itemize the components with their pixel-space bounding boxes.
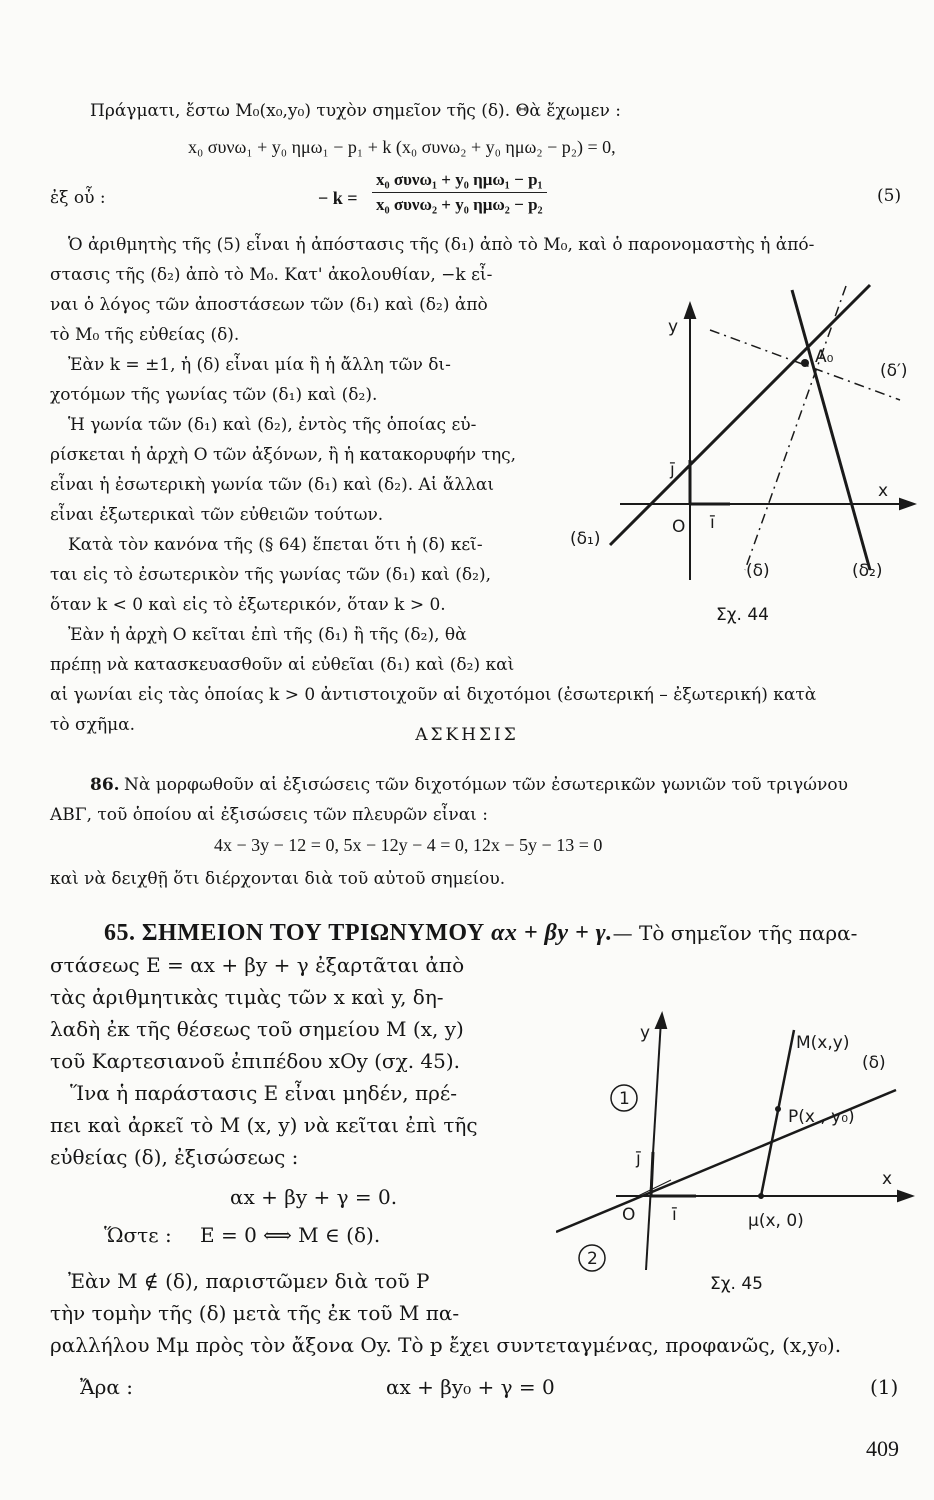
figure-44 (560, 270, 920, 640)
point-P (775, 1106, 781, 1112)
section-65-heading (104, 920, 857, 946)
fig45-label-j: j̄ (636, 1149, 641, 1169)
text-line: τὰς ἀριθμητικὰς τιμὰς τῶν x καὶ y, δη- (50, 985, 444, 1009)
text-ex-ou: ἐξ οὗ : (50, 188, 106, 208)
text-line: τὸ M₀ τῆς εὐθείας (δ). (50, 325, 240, 345)
text-line: Νὰ μορφωθοῦν αἱ ἐξισώσεις τῶν διχοτόμων τῶν ἐσωτερικῶν γωνιῶν τοῦ τριγώνου (124, 775, 848, 795)
text-line: καὶ νὰ δειχθῇ ὅτι διέρχονται διὰ τοῦ αὐτοῦ σημείου. (50, 869, 506, 889)
text-line: στασις τῆς (δ₂) ἀπὸ τὸ M₀. Κατ' ἀκολουθίαν, −k εἶ- (50, 265, 493, 285)
fraction-denominator: x₀ συνω₂ + y₀ ημω₂ − p₂ (376, 195, 543, 214)
figure-45-caption: Σχ. 45 (710, 1274, 764, 1294)
text-line: ΑΒΓ, τοῦ ὁποίου αἱ ἐξισώσεις τῶν πλευρῶν εἶναι : (50, 805, 488, 825)
text-line: στάσεως E = αx + βy + γ ἐξαρτᾶται ἀπὸ (50, 953, 465, 977)
fig44-label-O: O (672, 517, 686, 537)
line-d2 (792, 290, 870, 570)
fig44-label-d1: (δ₁) (570, 529, 601, 549)
ara-label: Ἄρα : (80, 1375, 134, 1399)
fig45-label-mu: μ(x, 0) (748, 1211, 804, 1231)
section-number: 65. (104, 920, 136, 946)
fig44-label-x: x (878, 481, 889, 501)
fig44-label-i: ī (710, 513, 715, 533)
fig44-label-y: y (668, 317, 679, 337)
text-line: ναι ὁ λόγος τῶν ἀποστάσεων τῶν (δ₁) καὶ (δ₂) ἀπὸ (50, 295, 488, 315)
section-title: ΣΗΜΕΙΟΝ ΤΟΥ ΤΡΙΩΝΥΜΟΥ (141, 920, 485, 946)
text-line: πρέπῃ νὰ κατασκευασθοῦν αἱ εὐθεῖαι (δ₁) καὶ (δ₂) καὶ (50, 655, 515, 675)
section-trinomial: αx + βy + γ. (491, 920, 613, 946)
figure-45 (556, 1010, 926, 1290)
text-line: Ἐὰν M ∉ (δ), παριστῶμεν διὰ τοῦ P (68, 1269, 430, 1293)
text-line: λαδὴ ἐκ τῆς θέσεως τοῦ σημείου M (x, y) (50, 1017, 464, 1041)
exercise-86-number: 86. (90, 775, 120, 795)
fraction-k (372, 170, 547, 215)
text-line: εὐθείας (δ), ἐξισώσεως : (50, 1145, 299, 1169)
text-line: ρίσκεται ἡ ἀρχὴ O τῶν ἀξόνων, ἢ ἡ κατακορυφήν της, (50, 445, 517, 465)
fig44-label-j: j̄ (670, 460, 675, 480)
hoste-equation: E = 0 ⟺ M ∈ (δ). (200, 1223, 381, 1247)
text-line: Κατὰ τὸν κανόνα τῆς (§ 64) ἕπεται ὅτι ἡ (δ) κεῖ- (68, 535, 483, 555)
fig44-label-A0: A₀ (815, 347, 834, 367)
k-lhs: − k = (318, 188, 358, 208)
equation-k-combination: x₀ συνω₁ + y₀ ημω₁ − p₁ + k (x₀ συνω₂ + y₀ ημω₂ − p₂) = 0, (188, 137, 616, 157)
hoste-label: Ὥστε : (104, 1223, 172, 1247)
section-title-rest: — Τὸ σημεῖον τῆς παρα- (612, 921, 858, 945)
figure-44-caption: Σχ. 44 (716, 605, 770, 625)
text-line: αἱ γωνίαι εἰς τὰς ὁποίας k > 0 ἀντιστοιχοῦν αἱ διχοτόμοι (ἐσωτερική – ἐξωτερική) κατὰ (50, 685, 817, 705)
text-line: Ἡ γωνία τῶν (δ₁) καὶ (δ₂), ἐντὸς τῆς ὁποίας εὑ- (68, 415, 477, 435)
exercises-heading: ΑΣΚΗΣΙΣ (415, 725, 519, 745)
fig45-label-y: y (640, 1023, 651, 1043)
fig45-label-region-1: 1 (619, 1089, 630, 1109)
text-line: τὸ σχῆμα. (50, 715, 136, 735)
text-line: εἶναι ἡ ἐσωτερικὴ γωνία τῶν (δ₁) καὶ (δ₂). Αἱ ἄλλαι (50, 475, 495, 495)
text-line: χοτόμων τῆς γωνίας τῶν (δ₁) καὶ (δ₂). (50, 385, 378, 405)
fig44-label-d2: (δ₂) (852, 561, 883, 581)
ara-equation: αx + βy₀ + γ = 0 (386, 1375, 555, 1399)
equation-line-d: αx + βy + γ = 0. (230, 1185, 398, 1209)
point-A0 (801, 359, 809, 367)
fig45-label-i: ī (672, 1205, 677, 1225)
fig44-label-d-prime: (δ′) (880, 361, 908, 381)
text-line: ὅταν k < 0 καὶ εἰς τὸ ἐξωτερικόν, ὅταν k > 0. (50, 595, 446, 615)
fig45-label-O: O (622, 1205, 636, 1225)
x-axis-arrow (898, 1191, 912, 1201)
exercise-equations: 4x − 3y − 12 = 0, 5x − 12y − 4 = 0, 12x − 5y − 13 = 0 (214, 835, 603, 855)
text-line: Ἐὰν ἡ ἀρχὴ O κεῖται ἐπὶ τῆς (δ₁) ἢ τῆς (δ₂), θὰ (68, 625, 467, 645)
text-line: ται εἰς τὸ ἐσωτερικὸν τῆς γωνίας τῶν (δ₁) καὶ (δ₂), (50, 565, 492, 585)
exercise-number (90, 774, 120, 796)
text-line: Ἵνα ἡ παράστασις E εἶναι μηδέν, πρέ- (70, 1081, 457, 1105)
text-line: τοῦ Καρτεσιανοῦ ἐπιπέδου xOy (σχ. 45). (50, 1049, 461, 1073)
fraction-numerator: x₀ συνω₁ + y₀ ημω₁ − p₁ (372, 170, 547, 193)
fig45-label-M: M(x,y) (796, 1033, 850, 1053)
y-axis-arrow (656, 1014, 666, 1028)
fig45-label-x: x (882, 1169, 893, 1189)
text-line: εἶναι ἐξωτερικαὶ τῶν εὐθειῶν τούτων. (50, 505, 384, 525)
text-line: πει καὶ ἀρκεῖ τὸ M (x, y) νὰ κεῖται ἐπὶ τῆς (50, 1113, 478, 1137)
line-d1 (610, 285, 870, 545)
y-axis (646, 1020, 661, 1270)
text-line: τὴν τομὴν τῆς (δ) μετὰ τῆς ἐκ τοῦ M πα- (50, 1301, 460, 1325)
text-line: Πράγματι, ἔστω M₀(x₀,y₀) τυχὸν σημεῖον τῆς (δ). Θὰ ἔχωμεν : (90, 101, 621, 121)
fig45-label-region-2: 2 (587, 1249, 598, 1269)
fig44-label-d: (δ) (746, 561, 770, 581)
fig45-label-P: P(x , y₀) (788, 1107, 855, 1127)
text-line: Ἐὰν k = ±1, ἡ (δ) εἶναι μία ἢ ἡ ἄλλη τῶν δι- (68, 355, 451, 375)
point-mu (758, 1193, 764, 1199)
fig45-tick (638, 1180, 671, 1196)
text-line: ραλλήλου Mμ πρὸς τὸν ἄξονα Oy. Τὸ p ἔχει συντεταγμένας, προφανῶς, (x,y₀). (50, 1333, 842, 1357)
x-axis-arrow (900, 499, 914, 509)
y-axis-arrow (685, 304, 695, 318)
ara-equation-number: (1) (870, 1375, 899, 1399)
equation-number: (5) (877, 186, 902, 206)
text-line: Ὁ ἀριθμητὴς τῆς (5) εἶναι ἡ ἀπόστασις τῆς (δ₁) ἀπὸ τὸ M₀, καὶ ὁ παρονομαστὴς ἡ ἀπό- (68, 235, 815, 255)
page-number: 409 (866, 1436, 899, 1461)
fig45-label-d: (δ) (862, 1053, 886, 1073)
